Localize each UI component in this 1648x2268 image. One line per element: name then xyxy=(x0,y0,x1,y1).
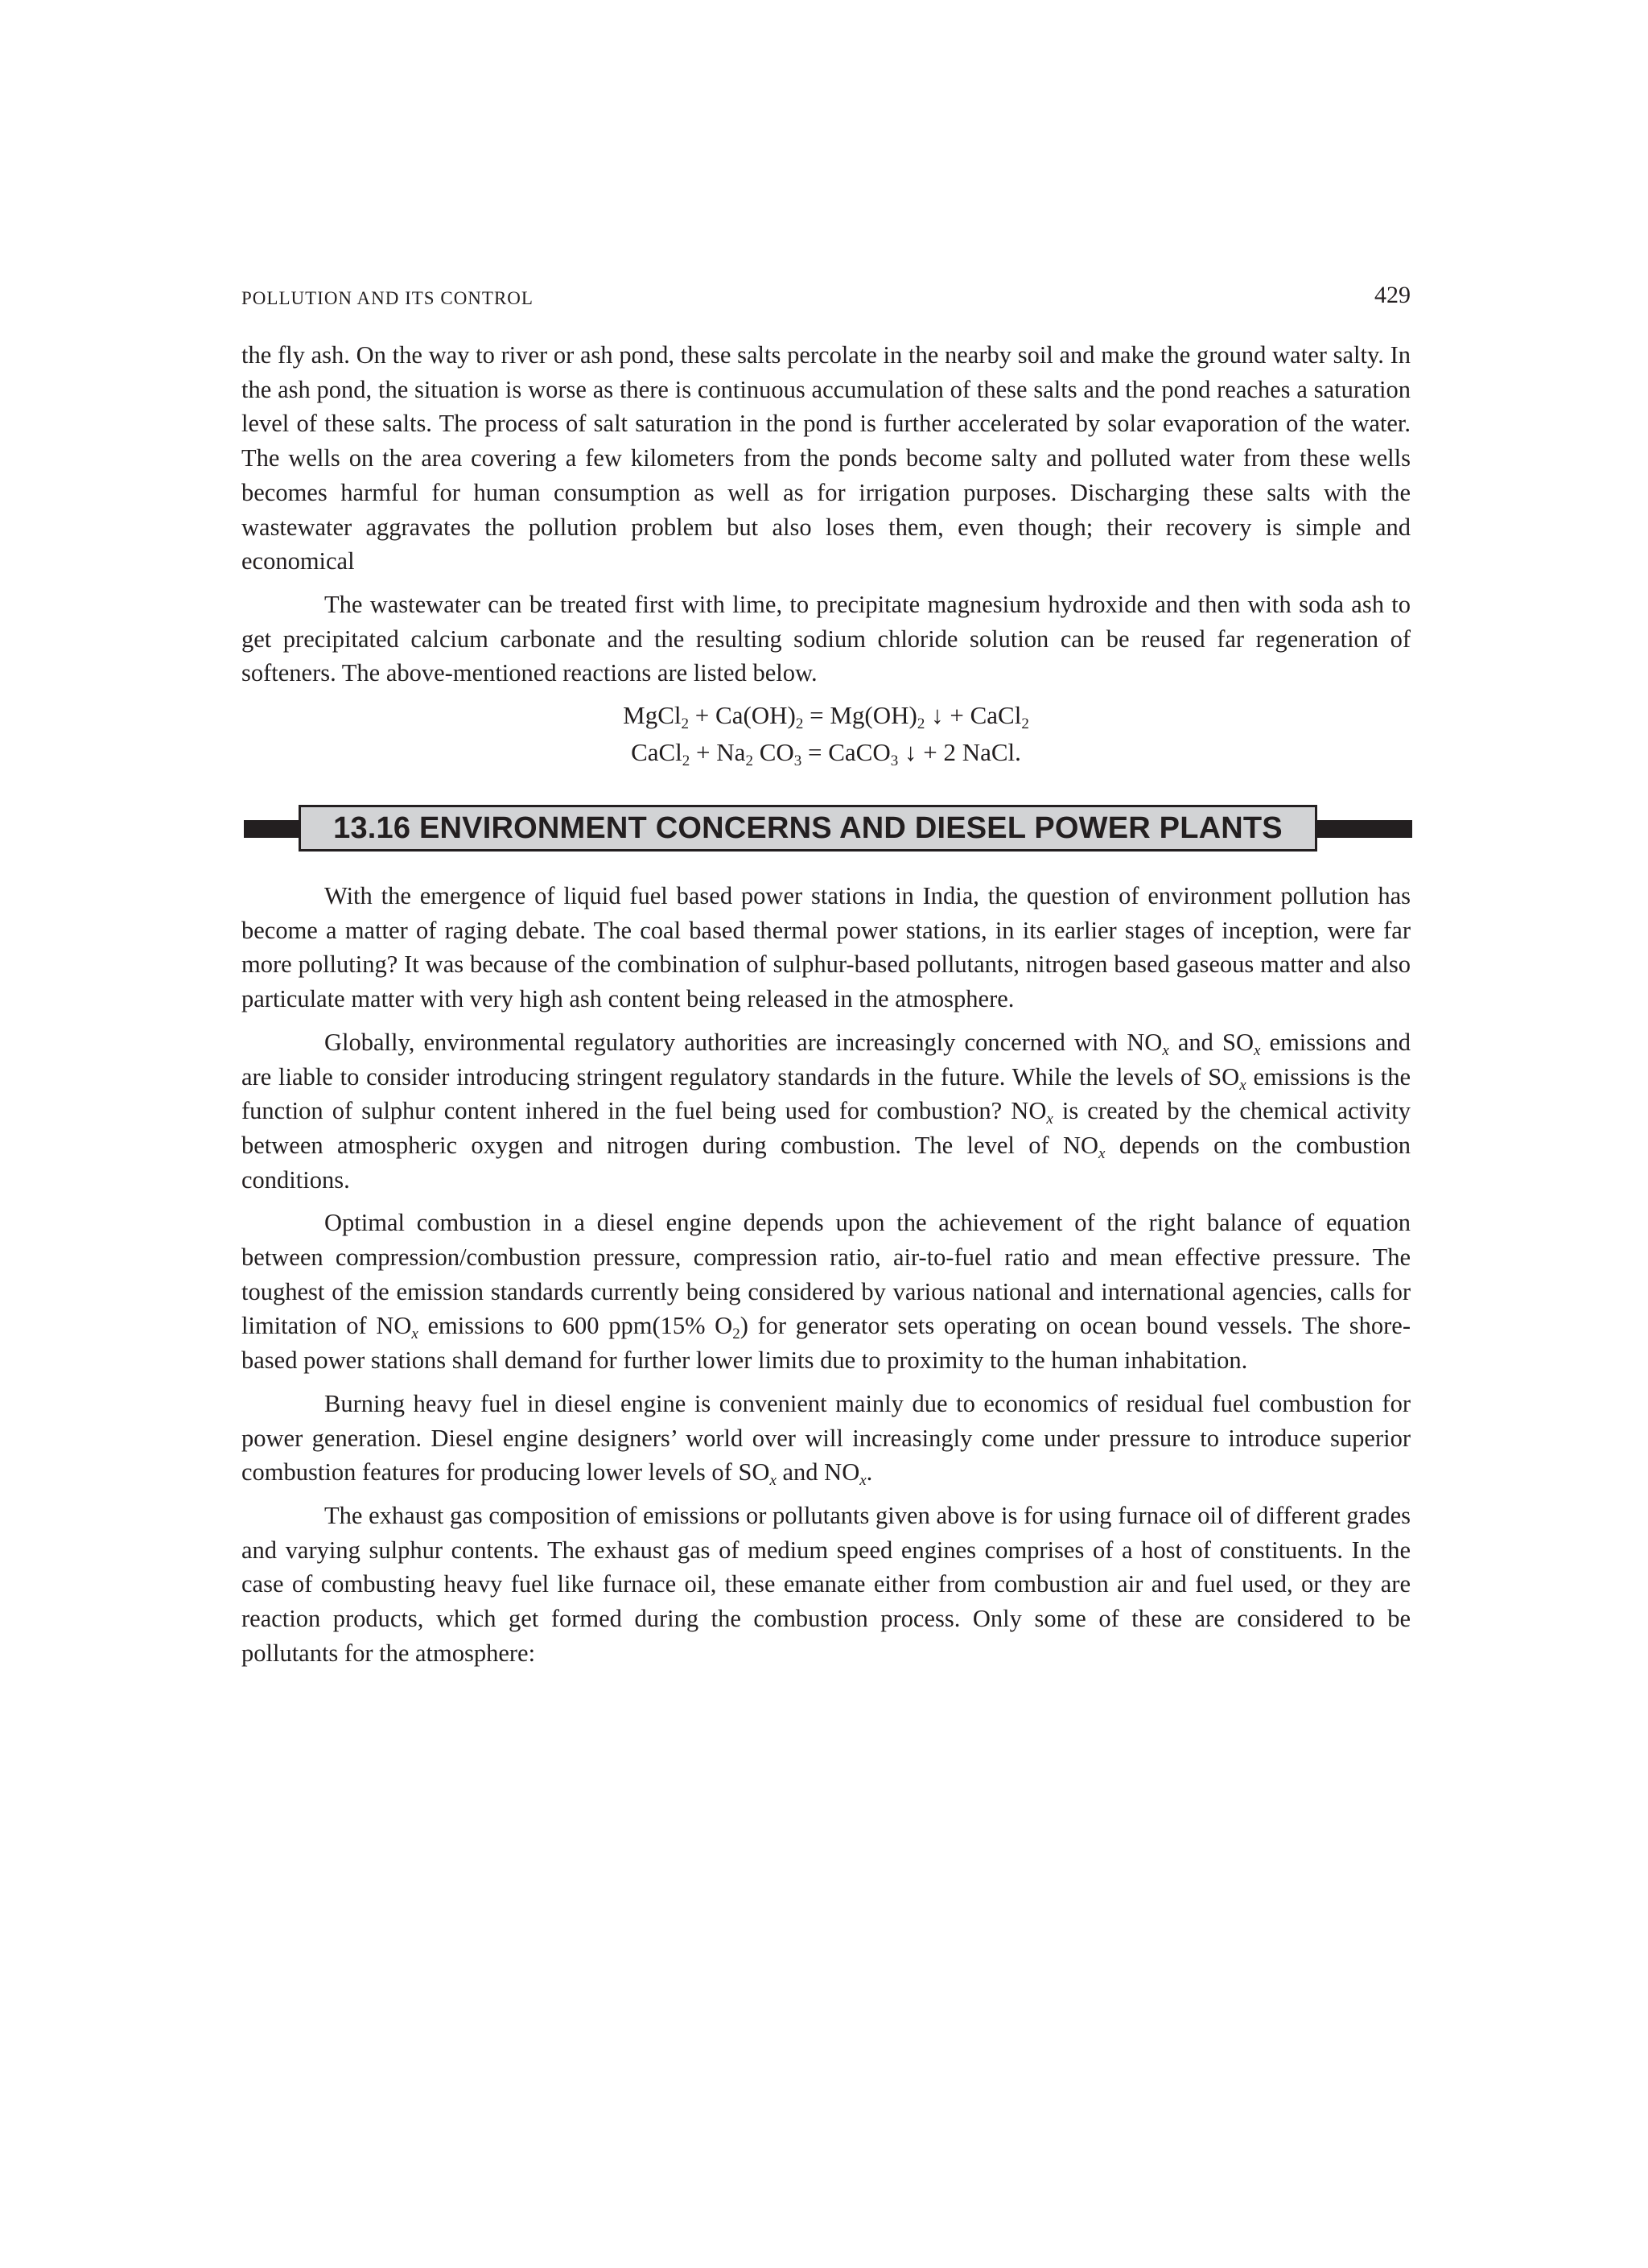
subscript-2: 2 xyxy=(732,1326,740,1343)
text-run: . xyxy=(866,1458,873,1487)
eq1-subscript: 2 xyxy=(795,715,804,732)
text-run: emissions is the function of sulphur content inhered in the fuel being used for combustion? NO xyxy=(241,1062,1411,1125)
eq2-term: + Na xyxy=(690,738,746,766)
page-number: 429 xyxy=(1374,282,1411,308)
paragraph-fly-ash: the fly ash. On the way to river or ash pond, these salts percolate in the nearby soil and make the ground water salty. In the ash pond, the situation is worse as there is continuous accumulation of these salts and the pond reaches a saturation level of these salts. The process of salt saturation in the pond is further accelerated by solar evaporation of the water. The wells on the area covering a few kilometers from the ponds become salty and polluted water from these wells becomes harmful for human consumption as well as for irrigation purposes. Discharging these salts with the wastewater aggravates the pollution problem but also loses them, even though; their recovery is simple and economical xyxy=(241,341,1411,575)
paragraph-exhaust-gas: The exhaust gas composition of emissions or pollutants given above is for using furnace oil of different grades and varying sulphur contents. The exhaust gas of medium speed engines comprises of a host of constituents. In the case of combusting heavy fuel like furnace oil, these emanate either from combustion air and fuel used, or they are reaction products, which get formed during the combustion process. Only some of these are considered to be pollutants for the atmosphere: xyxy=(241,1501,1411,1667)
section-heading-box xyxy=(299,805,1317,852)
section-heading: 13.16 ENVIRONMENT CONCERNS AND DIESEL POWER PLANTS xyxy=(333,810,1283,845)
eq2-subscript: 3 xyxy=(793,753,802,769)
equation-1 xyxy=(241,697,1411,734)
equation-2 xyxy=(241,734,1411,771)
subscript-x: x xyxy=(1162,1041,1169,1059)
eq2-term: = CaCO xyxy=(801,738,891,766)
paragraph-burning-heavy-fuel xyxy=(241,1387,1411,1490)
eq1-subscript: 2 xyxy=(681,715,690,732)
eq2-term: CaCl xyxy=(631,738,682,766)
subscript-x: x xyxy=(411,1326,418,1343)
subscript-x: x xyxy=(769,1472,777,1490)
eq1-term: MgCl xyxy=(623,701,682,729)
top-text-block xyxy=(241,338,1411,691)
running-title: POLLUTION AND ITS CONTROL xyxy=(241,288,534,308)
text-run: Globally, environmental regulatory authorities are increasingly concerned with NO xyxy=(324,1028,1163,1056)
eq1-term: + Ca(OH) xyxy=(689,701,796,729)
eq2-subscript: 2 xyxy=(745,753,753,769)
paragraph-emergence: With the emergence of liquid fuel based power stations in India, the question of environment pollution has become a matter of raging debate. The coal based thermal power stations, in its earlier stages of inception, were far more polluting? It was because of the combination of sulphur-based pollutants, nitrogen based gaseous matter and also particulate matter with very high ash content being released in the atmosphere. xyxy=(241,882,1411,1013)
subscript-x: x xyxy=(1046,1111,1053,1128)
text-run: is created by the chemical activity between atmospheric oxygen and nitrogen during combustion. The level of NO xyxy=(241,1097,1411,1159)
text-run: ) for generator sets operating on ocean bound vessels. The shore-based power stations shall demand for further lower limits due to proximity to the human inhabitation. xyxy=(241,1312,1411,1375)
eq2-subscript: 3 xyxy=(890,753,899,769)
equations xyxy=(241,697,1411,771)
subscript-x: x xyxy=(1239,1076,1246,1094)
eq1-term: ↓ + CaCl xyxy=(925,701,1022,729)
body-text-block xyxy=(241,879,1411,1670)
running-header xyxy=(241,277,1411,309)
eq1-term: = Mg(OH) xyxy=(803,701,917,729)
text-run: emissions and are liable to consider introducing stringent regulatory standards in the future. While the levels of SO xyxy=(241,1028,1411,1091)
paragraph-optimal-combustion xyxy=(241,1206,1411,1378)
text-run: depends on the combustion conditions. xyxy=(241,1131,1411,1194)
paragraph-wastewater: The wastewater can be treated first with lime, to precipitate magnesium hydroxide and then with soda ash to get precipitated calcium carbonate and the resulting sodium chloride solution can be reused far regeneration of softeners. The above-mentioned reactions are listed below. xyxy=(241,590,1411,687)
eq2-term: ↓ + 2 NaCl. xyxy=(898,738,1021,766)
eq2-term: CO xyxy=(752,738,794,766)
text-run: and NO xyxy=(776,1458,860,1487)
subscript-x: x xyxy=(859,1472,867,1490)
eq1-subscript: 2 xyxy=(917,715,925,732)
text-run: Optimal combustion in a diesel engine depends upon the achievement of the right balance of equation between compression/combustion pressure, compression ratio, air-to-fuel ratio and mean effective pressure. The toughest of the emission standards currently being considered by various national and international agencies, calls for limitation of NO xyxy=(241,1209,1411,1340)
text-run: emissions to 600 ppm(15% O xyxy=(418,1312,733,1340)
eq2-subscript: 2 xyxy=(682,753,690,769)
subscript-x: x xyxy=(1098,1144,1106,1162)
eq1-subscript: 2 xyxy=(1021,715,1029,732)
subscript-x: x xyxy=(1254,1041,1261,1059)
paragraph-globally xyxy=(241,1025,1411,1198)
text-run: and SO xyxy=(1168,1028,1254,1056)
text-run: Burning heavy fuel in diesel engine is convenient mainly due to economics of residual fuel combustion for power generation. Diesel engine designers’ world over will increasingly come under pressure to introduce superior combustion features for producing lower levels of SO xyxy=(241,1389,1411,1487)
